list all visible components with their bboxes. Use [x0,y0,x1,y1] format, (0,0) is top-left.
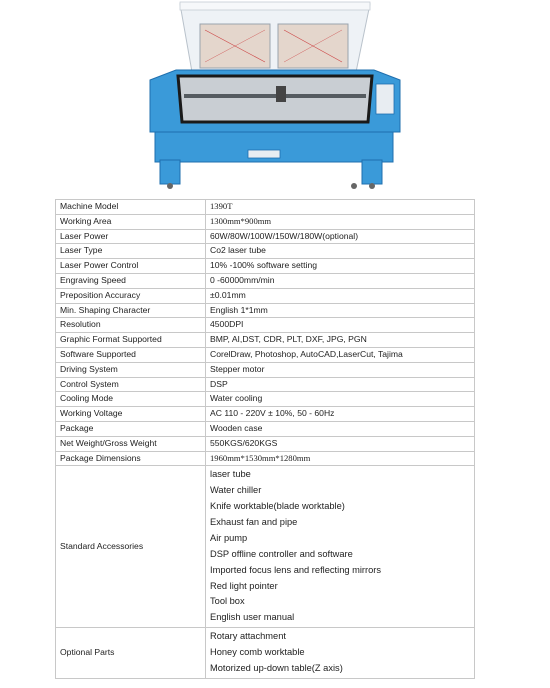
accessory-item: Air pump [210,532,248,543]
spec-label: Package Dimensions [56,451,206,466]
spec-label: Control System [56,377,206,392]
optional-parts-list [206,628,475,679]
accessory-item: English user manual [210,612,295,623]
spec-row-laser-type [56,244,475,259]
optional-part-item: Honey comb worktable [210,647,305,658]
lid-top-edge [180,2,370,10]
spec-value: 0 -60000mm/min [206,273,475,288]
spec-value: 60W/80W/100W/150W/180W(optional) [206,229,475,244]
control-panel [376,84,394,114]
spec-row-standard-accessories [56,466,475,628]
spec-value: ±0.01mm [206,288,475,303]
spec-value: 1960mm*1530mm*1280mm [206,451,475,466]
spec-row-engraving-speed [56,273,475,288]
specification-table [55,199,475,679]
spec-value: English 1*1mm [206,303,475,318]
laser-head [276,86,286,102]
spec-label: Laser Power Control [56,259,206,274]
machine-leg-right [362,160,382,184]
spec-value: Water cooling [206,392,475,407]
accessory-item: Red light pointer [210,580,278,591]
spec-row-software-supported [56,347,475,362]
spec-value: CorelDraw, Photoshop, AutoCAD,LaserCut, Tajima [206,347,475,362]
accessory-item: laser tube [210,469,251,480]
spec-label: Machine Model [56,200,206,215]
optional-part-item: Rotary attachment [210,631,286,642]
spec-row-optional-parts [56,628,475,679]
accessory-item: Knife worktable(blade worktable) [210,501,345,512]
spec-row-resolution [56,318,475,333]
spec-label: Graphic Format Supported [56,333,206,348]
spec-row-laser-power-control [56,259,475,274]
spec-label: Laser Power [56,229,206,244]
spec-value: 4500DPI [206,318,475,333]
spec-label: Cooling Mode [56,392,206,407]
spec-label: Working Area [56,214,206,229]
spec-value: Wooden case [206,421,475,436]
work-bed [178,76,372,122]
cabinet-handle [248,150,280,158]
accessory-item: DSP offline controller and software [210,548,353,559]
optional-part-item: Motorized up-down table(Z axis) [210,663,343,674]
spec-row-preposition-accuracy [56,288,475,303]
caster-wheel [369,183,375,189]
spec-value: 10% -100% software setting [206,259,475,274]
accessory-item: Exhaust fan and pipe [210,517,298,528]
spec-label: Package [56,421,206,436]
spec-label: Software Supported [56,347,206,362]
spec-label: Laser Type [56,244,206,259]
spec-row-graphic-format [56,333,475,348]
accessory-item: Tool box [210,596,245,607]
spec-row-working-area [56,214,475,229]
laser-machine-photo [0,0,550,196]
spec-row-control-system [56,377,475,392]
spec-label: Engraving Speed [56,273,206,288]
gantry-rail [184,94,366,98]
spec-row-weight [56,436,475,451]
caster-wheel [351,183,357,189]
spec-label: Preposition Accuracy [56,288,206,303]
spec-value: DSP [206,377,475,392]
spec-value: Co2 laser tube [206,244,475,259]
accessory-item: Imported focus lens and reflecting mirrors [210,564,382,575]
accessory-list [206,466,475,628]
spec-row-min-shaping-character [56,303,475,318]
spec-row-package [56,421,475,436]
spec-label: Optional Parts [56,628,206,679]
spec-label: Resolution [56,318,206,333]
spec-row-laser-power [56,229,475,244]
spec-label: Standard Accessories [56,466,206,628]
spec-row-driving-system [56,362,475,377]
spec-value: 1390T [206,200,475,215]
spec-row-cooling-mode [56,392,475,407]
spec-label: Working Voltage [56,407,206,422]
accessory-item: Water chiller [210,485,262,496]
spec-value: 550KGS/620KGS [206,436,475,451]
spec-label: Min. Shaping Character [56,303,206,318]
machine-leg-left [160,160,180,184]
spec-value: 1300mm*900mm [206,214,475,229]
spec-label: Driving System [56,362,206,377]
spec-label: Net Weight/Gross Weight [56,436,206,451]
spec-value: Stepper motor [206,362,475,377]
spec-value: BMP, AI,DST, CDR, PLT, DXF, JPG, PGN [206,333,475,348]
caster-wheel [167,183,173,189]
spec-row-package-dimensions [56,451,475,466]
spec-value: AC 110 - 220V ± 10%, 50 - 60Hz [206,407,475,422]
spec-row-working-voltage [56,407,475,422]
spec-row-machine-model [56,200,475,215]
